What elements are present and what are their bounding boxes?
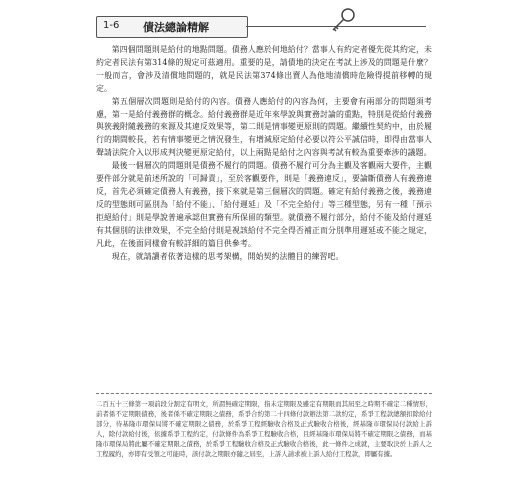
paragraph: 最後一個層次的問題則是債務不履行的問題。債務不履行可分為主觀及客觀兩大要件，主觀要件部分就是前述所說的「可歸責」，至於客觀要件，則是「義務違反」，要論斷債務人有義務違反，首先必須確定債務人有義務，接下來就是第三個層次的問題。確定有給付義務之後，義務違反的型態則可區別為「給付不能」、「給付遲延」及「不完全給付」等三種型態，另有一種「預示拒絕給付」則是學說普遍承認但實務有所保留的類型。就債務不履行部分，給付不能及給付遲延有其個別的法律效果，不完全給付則是視該給付不完全得否補正而分別準用遲延或不能之規定，凡此，在後面同樣會有較詳細的篇目供參考。 [96,161,432,248]
book-title: 債法總論精解 [143,21,209,34]
main-text [96,44,432,263]
header-box [96,16,248,38]
page-number: 1-6 [103,20,120,31]
footnote: 二百五十三條第一項前段分割定有明文，所謂無確定期限，指未定期限及雖定有期限而其屆至之時期不確定二種情形，前者係不定期限債務，後者係不確定期限之債務，系爭合約第二十四條付款辦法第二款約定，系爭工程款總額扣除給付部分，待基隆市環保局將不確定期限之債務，於系爭工程經驗收合格及正式驗收合格後，經基隆市環保局付款給上訴人，除付款給付後，依據系爭工程約定，付款條件為系爭工程驗收合格，且經基隆市環保局將不確定期限之債務，而基隆市環保局將此屬不確定期限之債務，於系爭工程驗收合格及正式驗收合格後，此一條件之成就，主要取決於上訴人之工程履約，亦即有受領之可能時，該付款之期限亦隨之屆至，上訴人請求被上訴人給付工程款，即屬有據。 [96,400,432,459]
paragraph: 第四個問題則是給付的地點問題。債務人應於何地給付？當事人有約定者優先從其約定，未約定者民法有第314條的規定可茲適用。重要的是，請債地的決定在考試上涉及的問題是什麼？一般而言，會涉及清償地問題的，就是民法第374條出賣人為他地清償時危險得提前移轉的規定。 [96,45,432,93]
page-header [96,14,426,40]
paragraph: 第五個層次問題則是給付的內容。債務人應給付的內容為何，主要會有兩部分的問題須考慮，第一是給付義務群的概念。給付義務群是近年來學說與實務討論的重點，特別是從給付義務與狹義附隨義務的來源及其違反效果等，第二則是情事變更原則的問題。繼續性契約中，由於履行的期間較長，若有情事變更之情況發生，有增減原定給付必要以符公平誠信時，即得由當事人聲請法院介入以形成判決變更原定給付，以上兩點是給付之內容與考試有較為重要牽涉的議題。 [96,96,432,158]
key-icon [328,6,358,36]
paragraph: 現在，就請讀者依著這樣的思考架構，開始契約法體目的練習吧。 [111,251,344,261]
footnote-separator [96,393,432,394]
